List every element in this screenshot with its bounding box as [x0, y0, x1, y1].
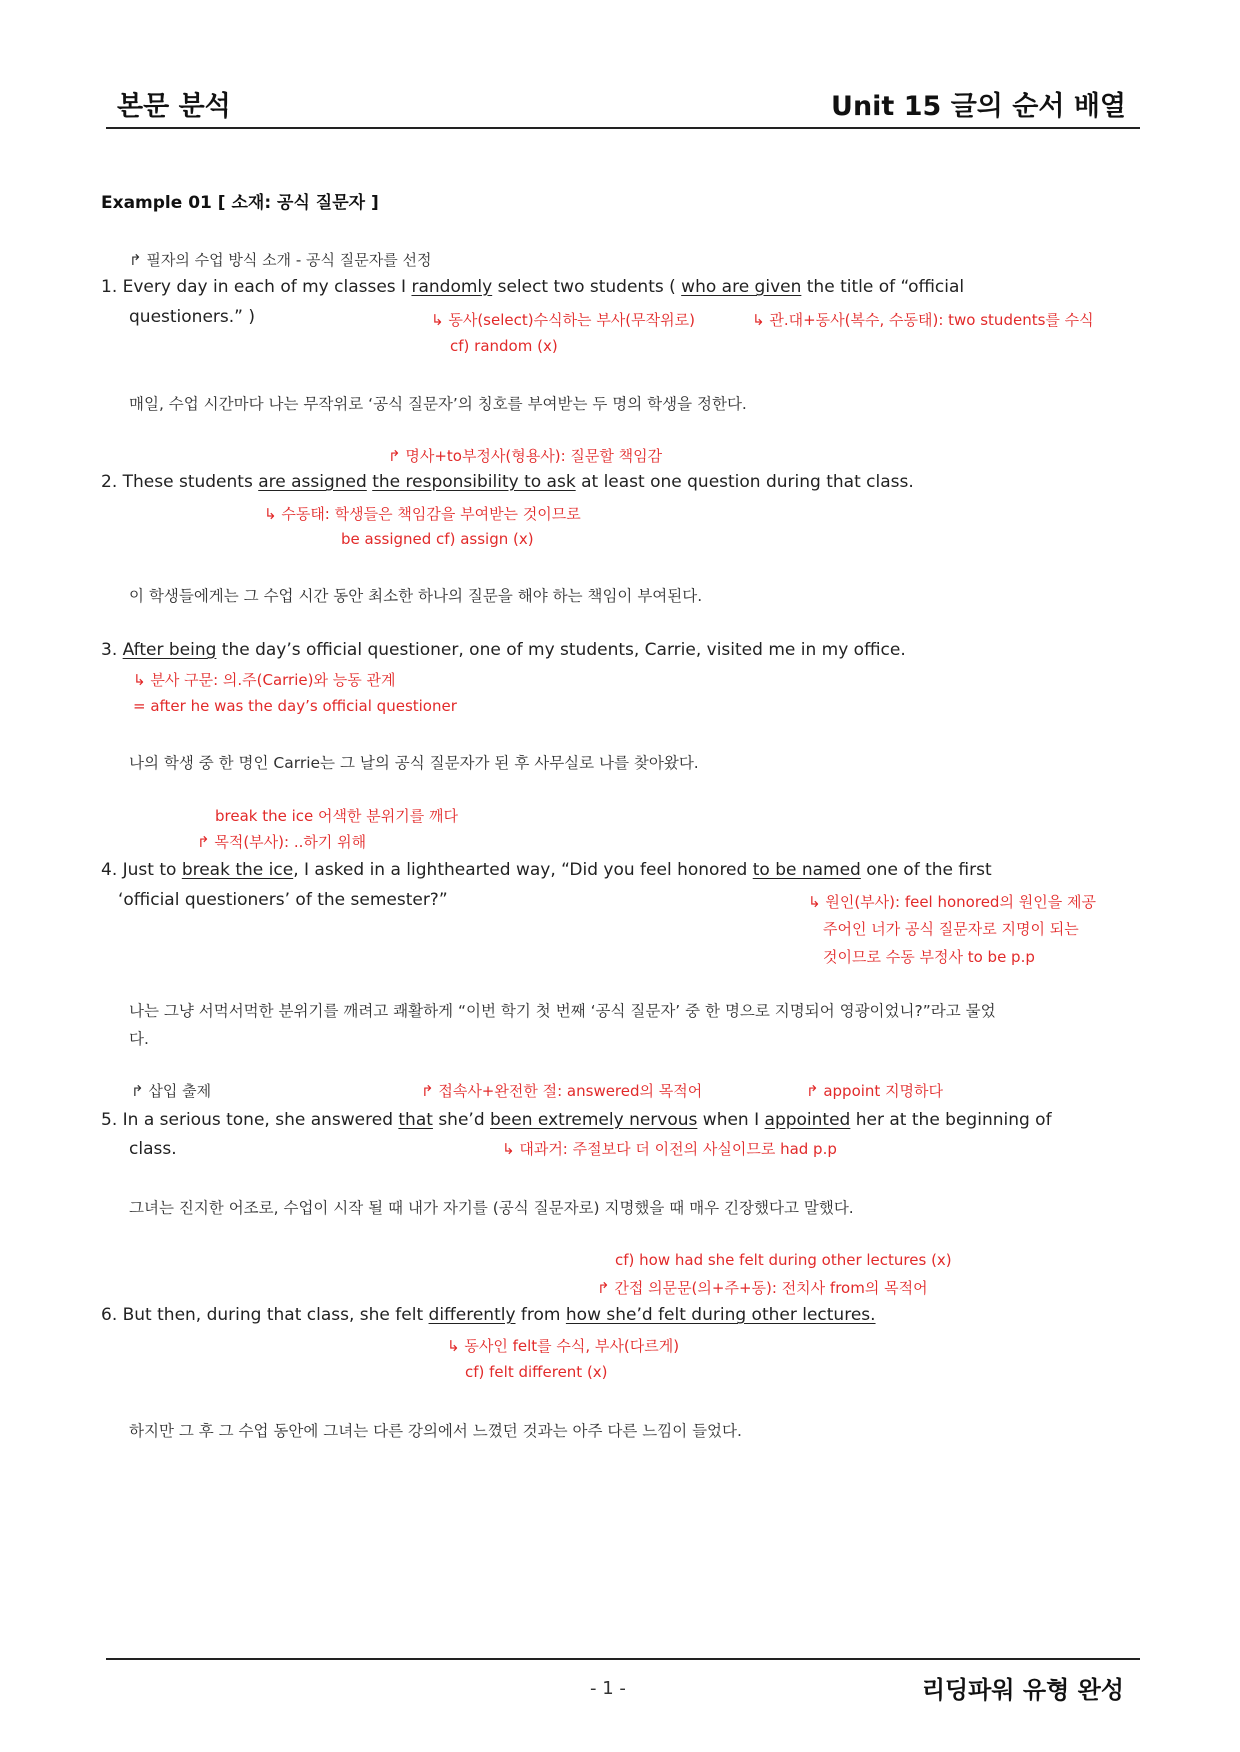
page-number: - 1 -	[590, 1678, 626, 1699]
s4-sentence-line2: ‘official questioners’ of the semester?”	[118, 890, 448, 910]
book-brand: 리딩파워 유형 완성	[921, 1676, 1124, 1704]
s1-note-cf: cf) random (x)	[450, 337, 558, 355]
s6-note-cf: cf) felt different (x)	[465, 1363, 608, 1381]
s1-korean: 매일, 수업 시간마다 나는 무작위로 ‘공식 질문자’의 칭호를 부여받는 두 명의 학생을 정한다.	[129, 395, 747, 413]
s1-note-adverb: ↳ 동사(select)수식하는 부사(무작위로)	[431, 311, 695, 329]
s5-note-pluperfect: ↳ 대과거: 주절보다 더 이전의 사실이므로 had p.p	[502, 1140, 837, 1158]
s2-note-passive: ↳ 수동태: 학생들은 책임감을 부여받는 것이므로	[264, 505, 581, 523]
s3-korean: 나의 학생 중 한 명인 Carrie는 그 날의 공식 질문자가 된 후 사무실로 나를 찾아왔다.	[129, 754, 699, 772]
unit-title: Unit 15 글의 순서 배열	[831, 91, 1126, 122]
s1-note-relative: ↳ 관.대+동사(복수, 수동태): two students를 수식	[752, 311, 1094, 329]
s3-note-equivalent: = after he was the day’s official questioner	[133, 697, 457, 715]
s1-pre-note: ↱ 필자의 수업 방식 소개 - 공식 질문자를 선정	[129, 251, 432, 269]
s4-note-cause-2: 주어인 너가 공식 질문자로 지명이 되는	[823, 920, 1079, 938]
s2-pre-note: ↱ 명사+to부정사(형용사): 질문할 책임감	[388, 447, 663, 465]
s2-sentence: 2. These students are assigned the responsibility to ask at least one question during that class.	[101, 472, 914, 492]
s4-sentence-line1: 4. Just to break the ice, I asked in a lighthearted way, “Did you feel honored to be named one of the first	[101, 860, 992, 880]
s6-korean: 하지만 그 후 그 수업 동안에 그녀는 다른 강의에서 느꼈던 것과는 아주 다른 느낌이 들었다.	[129, 1422, 742, 1440]
s1-sentence-line2: questioners.” )	[129, 307, 255, 327]
s4-pre-note-idiom: break the ice 어색한 분위기를 깨다	[215, 807, 458, 825]
s4-note-cause-3: 것이므로 수동 부정사 to be p.p	[823, 948, 1035, 966]
s6-sentence: 6. But then, during that class, she felt differently from how she’d felt during other lectures.	[101, 1305, 876, 1325]
s5-pre-note-insertion: ↱ 삽입 출제	[131, 1082, 212, 1100]
s5-pre-note-appoint: ↱ appoint 지명하다	[806, 1082, 944, 1100]
s5-sentence-line2: class.	[129, 1139, 177, 1159]
s2-note-cf: be assigned cf) assign (x)	[341, 530, 534, 548]
s3-sentence: 3. After being the day’s official questioner, one of my students, Carrie, visited me in my office.	[101, 640, 906, 660]
s1-sentence-line1: 1. Every day in each of my classes I randomly select two students ( who are given the title of “official	[101, 277, 965, 297]
s4-korean-line2: 다.	[129, 1030, 149, 1048]
s6-note-adverb: ↳ 동사인 felt를 수식, 부사(다르게)	[447, 1337, 680, 1355]
s6-pre-note-cf: cf) how had she felt during other lectures (x)	[615, 1251, 952, 1269]
footer-rule	[106, 1658, 1140, 1660]
s5-korean: 그녀는 진지한 어조로, 수업이 시작 될 때 내가 자기를 (공식 질문자로) 지명했을 때 매우 긴장했다고 말했다.	[129, 1199, 854, 1217]
example-title: Example 01 [ 소재: 공식 질문자 ]	[101, 193, 379, 213]
s4-korean-line1: 나는 그냥 서먹서먹한 분위기를 깨려고 쾌활하게 “이번 학기 첫 번째 ‘공식 질문자’ 중 한 명으로 지명되어 영광이었니?”라고 물었	[129, 1002, 996, 1020]
header-rule	[106, 127, 1140, 129]
page-title: 본문 분석	[117, 91, 231, 122]
s2-korean: 이 학생들에게는 그 수업 시간 동안 최소한 하나의 질문을 해야 하는 책임이 부여된다.	[129, 587, 703, 605]
s3-note-participle: ↳ 분사 구문: 의.주(Carrie)와 능동 관계	[133, 671, 396, 689]
s5-sentence-line1: 5. In a serious tone, she answered that she’d been extremely nervous when I appointed her at the beginning of	[101, 1110, 1052, 1130]
s6-pre-note-indirect: ↱ 간접 의문문(의+주+동): 전치사 from의 목적어	[597, 1279, 928, 1297]
s4-note-cause: ↳ 원인(부사): feel honored의 원인을 제공	[808, 893, 1096, 911]
s5-pre-note-conjunction: ↱ 접속사+완전한 절: answered의 목적어	[421, 1082, 703, 1100]
s4-pre-note-purpose: ↱ 목적(부사): ..하기 위해	[197, 833, 367, 851]
